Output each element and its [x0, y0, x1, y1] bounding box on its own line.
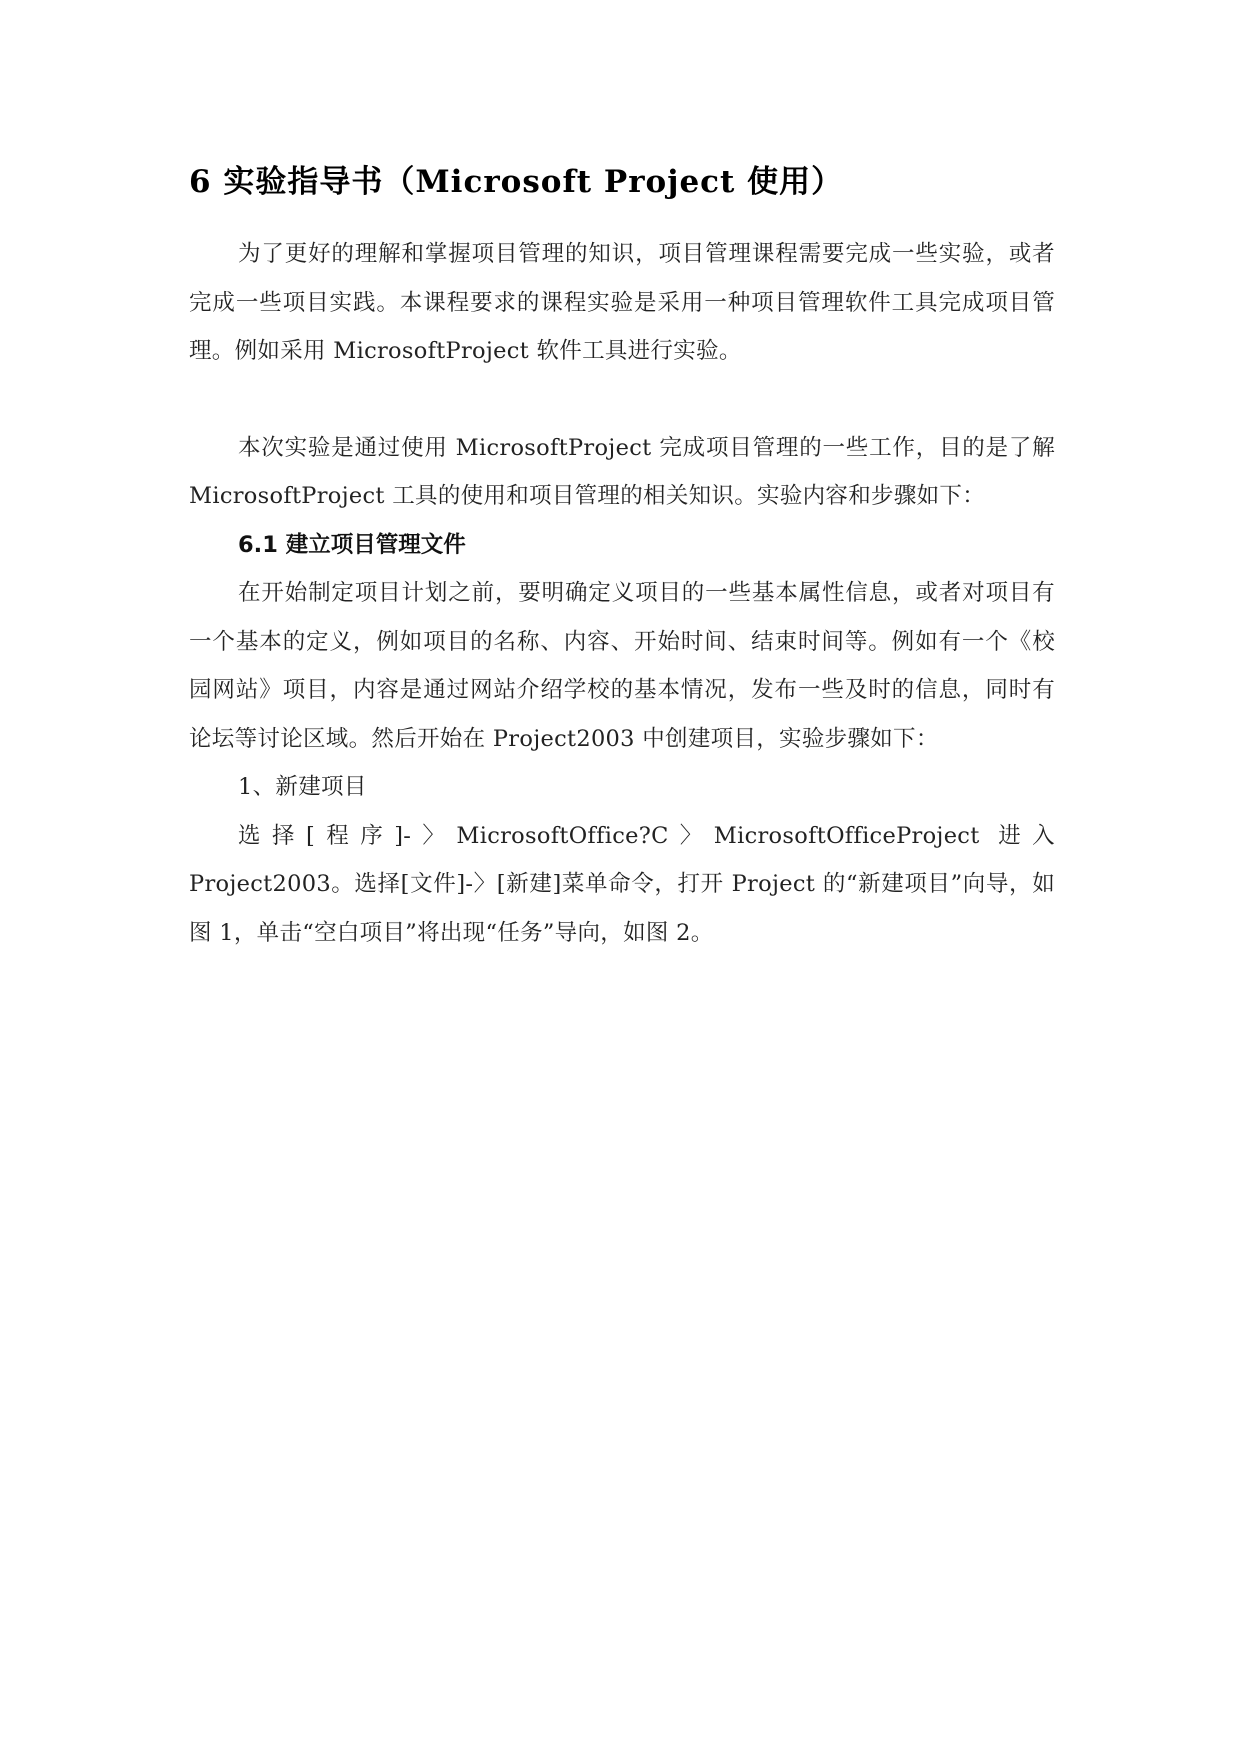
intro-paragraph: 为了更好的理解和掌握项目管理的知识，项目管理课程需要完成一些实验，或者完成一些项目实践。本课程要求的课程实验是采用一种项目管理软件工具完成项目管理。例如采用 MicrosoftProject 软件工具进行实验。: [189, 241, 1055, 364]
step-1-paragraph: 选择[程序]-〉MicrosoftOffice?C〉MicrosoftOfficeProject 进入 Project2003。选择[文件]-〉[新建]菜单命令，打开 Project 的“新建项目”向导，如图 1，单击“空白项目”将出现“任务”导向，如图 2。: [189, 822, 1055, 946]
document-body: [189, 160, 1055, 957]
step-1-label: 1、新建项目: [238, 774, 367, 800]
section-paragraph: 在开始制定项目计划之前，要明确定义项目的一些基本属性信息，或者对项目有一个基本的定义，例如项目的名称、内容、开始时间、结束时间等。例如有一个《校园网站》项目，内容是通过网站介绍学校的基本情况，发布一些及时的信息，同时有论坛等讨论区域。然后开始在 Project2003 中创建项目，实验步骤如下：: [189, 580, 1055, 752]
purpose-paragraph: 本次实验是通过使用 MicrosoftProject 完成项目管理的一些工作，目的是了解 MicrosoftProject 工具的使用和项目管理的相关知识。实验内容和步骤如下：: [189, 434, 1055, 509]
section-heading: 6.1 建立项目管理文件: [238, 531, 466, 558]
page-title: 6 实验指导书（Microsoft Project 使用）: [189, 164, 844, 200]
